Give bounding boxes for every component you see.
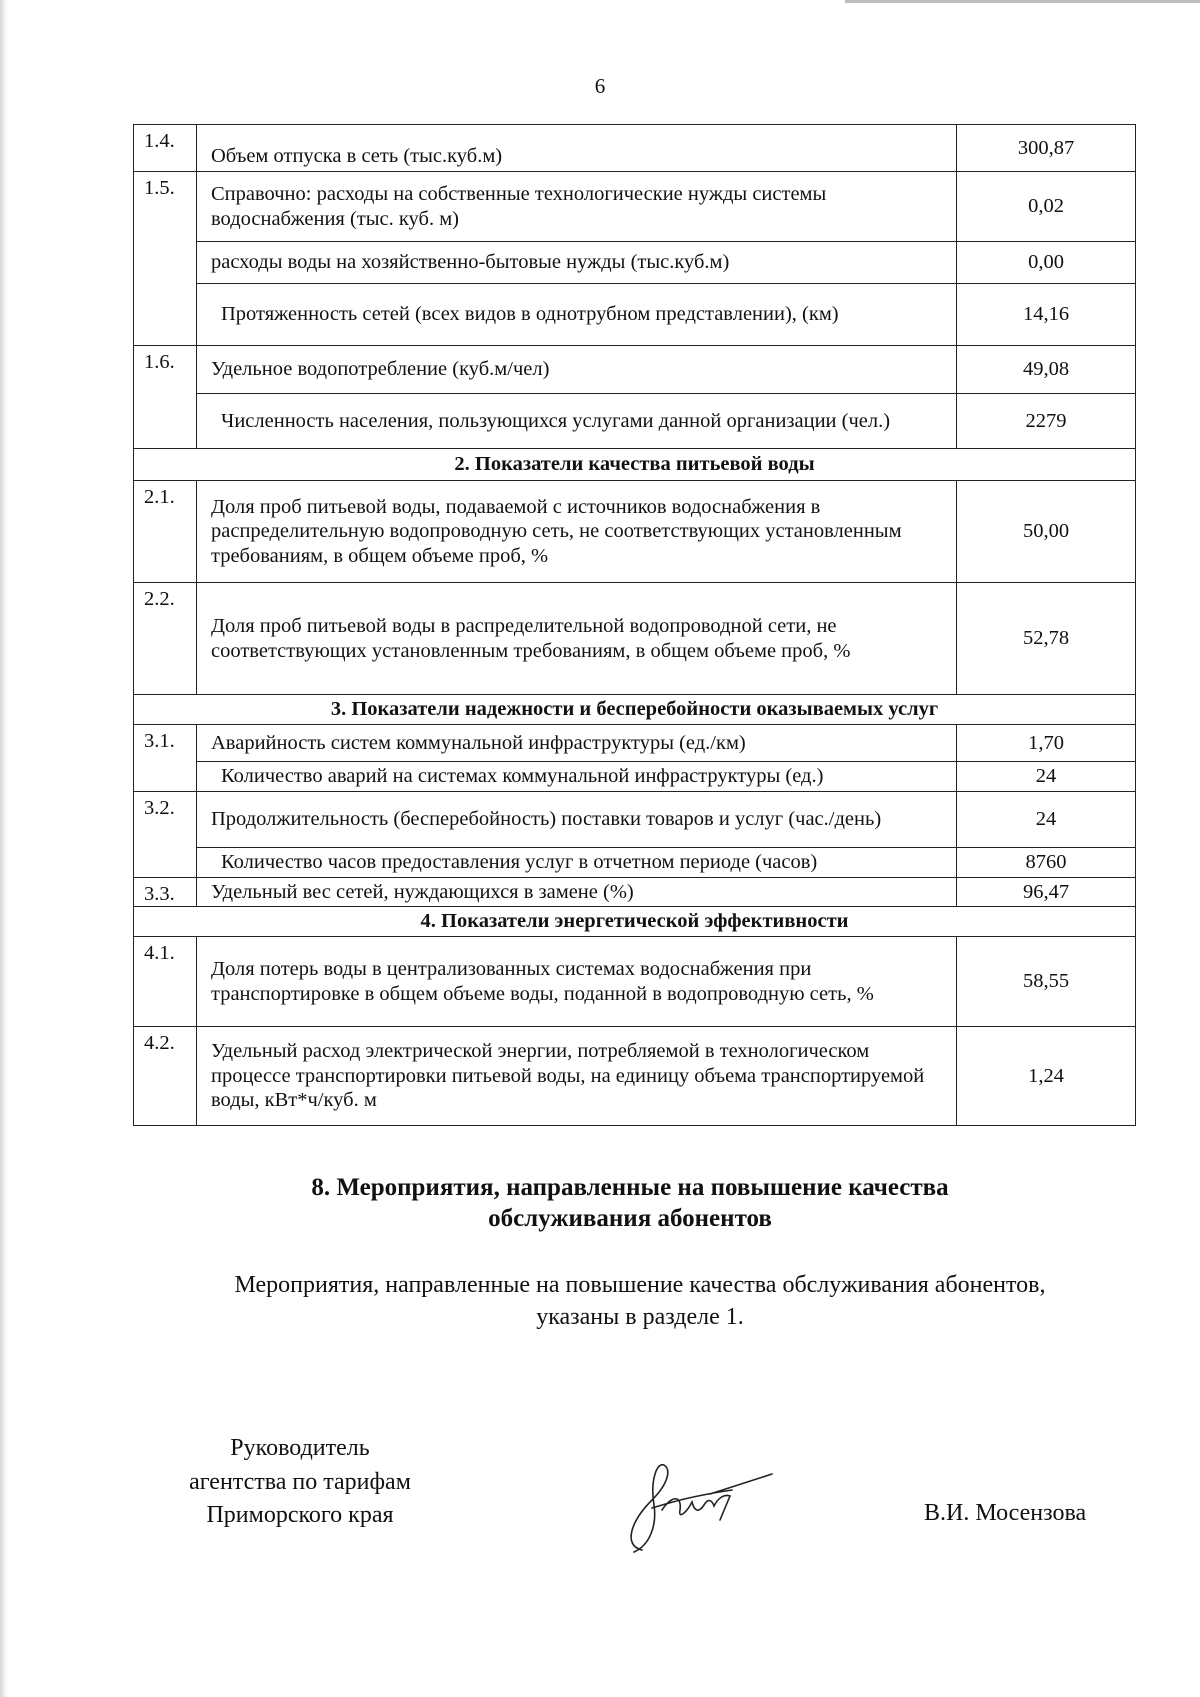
signer-title-line1: Руководитель bbox=[230, 1435, 370, 1461]
section8-heading-line1: 8. Мероприятия, направленные на повышение качества bbox=[311, 1174, 949, 1201]
signer-name: В.И. Мосензова bbox=[924, 1500, 1087, 1526]
row-description: расходы воды на хозяйственно-бытовые нужды (тыс.куб.м) bbox=[197, 242, 957, 284]
row-value: 49,08 bbox=[957, 346, 1136, 394]
table-row bbox=[134, 125, 1136, 172]
table-row bbox=[134, 284, 1136, 346]
row-description: Протяженность сетей (всех видов в однотрубном представлении), (км) bbox=[197, 284, 957, 346]
page-number-wrap bbox=[0, 74, 1200, 99]
row-description: Продолжительность (бесперебойность) поставки товаров и услуг (час./день) bbox=[197, 792, 957, 848]
row-number bbox=[134, 394, 197, 449]
table-row bbox=[134, 1027, 1136, 1126]
table-row bbox=[134, 172, 1136, 242]
section8-text-line1: Мероприятия, направленные на повышение качества обслуживания абонентов, bbox=[234, 1272, 1046, 1298]
section-title: 3. Показатели надежности и бесперебойности оказываемых услуг bbox=[134, 695, 1136, 725]
table-row bbox=[134, 481, 1136, 583]
section-title: 2. Показатели качества питьевой воды bbox=[134, 449, 1136, 481]
page-number: 6 bbox=[594, 74, 606, 98]
row-number: 2.2. bbox=[134, 583, 197, 695]
row-description: Доля потерь воды в централизованных системах водоснабжения при транспортировке в общем объеме воды, поданной в водопроводную сеть, % bbox=[197, 937, 957, 1027]
row-value: 96,47 bbox=[957, 877, 1136, 907]
row-value: 1,24 bbox=[957, 1027, 1136, 1126]
row-number: 4.1. bbox=[134, 937, 197, 1027]
section-row bbox=[134, 695, 1136, 725]
table-row bbox=[134, 877, 1136, 907]
section-title: 4. Показатели энергетической эффективности bbox=[134, 907, 1136, 937]
table-row bbox=[134, 937, 1136, 1027]
table-row bbox=[134, 346, 1136, 394]
row-number: 2.1. bbox=[134, 481, 197, 583]
row-value: 0,02 bbox=[957, 172, 1136, 242]
row-value: 50,00 bbox=[957, 481, 1136, 583]
row-value: 52,78 bbox=[957, 583, 1136, 695]
table-row bbox=[134, 725, 1136, 762]
row-description: Справочно: расходы на собственные технологические нужды системы водоснабжения (тыс. куб. м) bbox=[197, 172, 957, 242]
row-value: 58,55 bbox=[957, 937, 1136, 1027]
row-value: 14,16 bbox=[957, 284, 1136, 346]
section8-text-line2: указаны в разделе 1. bbox=[536, 1303, 744, 1330]
row-value: 300,87 bbox=[957, 125, 1136, 172]
row-description: Удельное водопотребление (куб.м/чел) bbox=[197, 346, 957, 394]
row-number: 1.6. bbox=[134, 346, 197, 394]
row-description: Аварийность систем коммунальной инфраструктуры (ед./км) bbox=[197, 725, 957, 762]
row-number: 3.1. bbox=[134, 725, 197, 762]
scan-edge-shadow bbox=[0, 0, 8, 1697]
signer-title bbox=[145, 1432, 455, 1533]
row-description: Доля проб питьевой воды, подаваемой с источников водоснабжения в распределительную водопроводную сеть, не соответствующих установленным требованиям, в общем объеме проб, % bbox=[197, 481, 957, 583]
handwritten-signature bbox=[612, 1450, 792, 1560]
row-description: Удельный расход электрической энергии, потребляемой в технологическом процессе транспортировки питьевой воды, на единицу объема транспортируемой воды, кВт*ч/куб. м bbox=[197, 1027, 957, 1126]
table-row bbox=[134, 848, 1136, 878]
section8-text bbox=[130, 1270, 1150, 1334]
row-number: 3.2. bbox=[134, 792, 197, 848]
row-value: 8760 bbox=[957, 848, 1136, 878]
table-row bbox=[134, 242, 1136, 284]
scan-edge-line bbox=[845, 0, 1200, 3]
row-number: 1.4. bbox=[134, 125, 197, 172]
section8-heading-line2: обслуживания абонентов bbox=[488, 1205, 772, 1233]
section-row bbox=[134, 907, 1136, 937]
row-value: 1,70 bbox=[957, 725, 1136, 762]
section8-heading bbox=[0, 1172, 1200, 1235]
row-number bbox=[134, 284, 197, 346]
table-row bbox=[134, 394, 1136, 449]
row-description: Доля проб питьевой воды в распределительной водопроводной сети, не соответствующих установленным требованиям, в общем объеме проб, % bbox=[197, 583, 957, 695]
row-description: Количество аварий на системах коммунальной инфраструктуры (ед.) bbox=[197, 762, 957, 792]
section-row bbox=[134, 449, 1136, 481]
signer-title-line2: агентства по тарифам bbox=[189, 1468, 411, 1495]
row-value: 2279 bbox=[957, 394, 1136, 449]
row-description: Удельный вес сетей, нуждающихся в замене (%) bbox=[197, 877, 957, 907]
row-number bbox=[134, 848, 197, 878]
row-description: Объем отпуска в сеть (тыс.куб.м) bbox=[197, 125, 957, 172]
row-value: 0,00 bbox=[957, 242, 1136, 284]
table-row bbox=[134, 583, 1136, 695]
row-description: Численность населения, пользующихся услугами данной организации (чел.) bbox=[197, 394, 957, 449]
table-row bbox=[134, 792, 1136, 848]
row-number: 3.3. bbox=[134, 877, 197, 907]
row-value: 24 bbox=[957, 792, 1136, 848]
row-description: Количество часов предоставления услуг в отчетном периоде (часов) bbox=[197, 848, 957, 878]
row-number bbox=[134, 242, 197, 284]
table-row bbox=[134, 762, 1136, 792]
indicators-table bbox=[133, 124, 1136, 1126]
row-number: 1.5. bbox=[134, 172, 197, 242]
signer-title-line3: Приморского края bbox=[206, 1502, 394, 1529]
row-number bbox=[134, 762, 197, 792]
row-value: 24 bbox=[957, 762, 1136, 792]
row-number: 4.2. bbox=[134, 1027, 197, 1126]
